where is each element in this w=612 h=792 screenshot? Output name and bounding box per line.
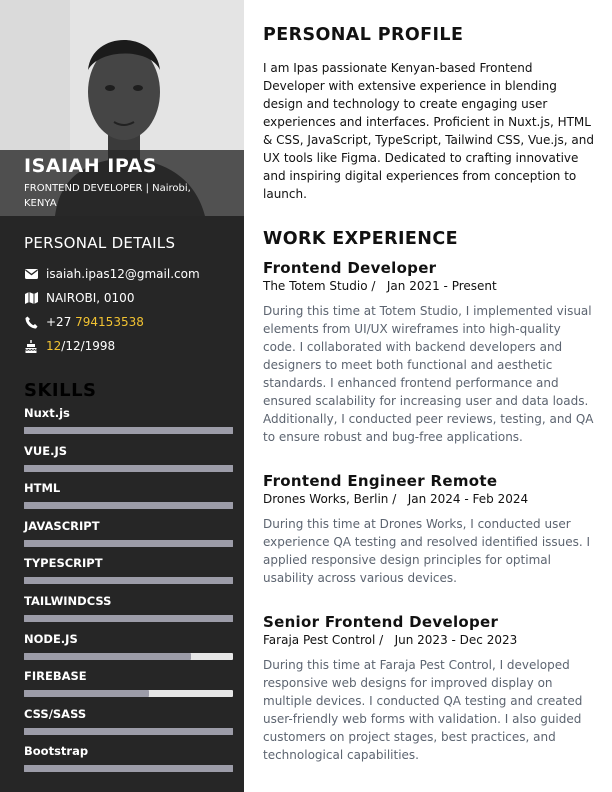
skill-item xyxy=(24,443,233,472)
skill-bar-track xyxy=(24,502,233,509)
skill-item xyxy=(24,555,233,584)
address-row xyxy=(24,291,134,305)
skill-label: VUE.JS xyxy=(24,443,68,458)
email-icon xyxy=(24,267,38,281)
candidate-role: FRONTEND DEVELOPER | Nairobi, KENYA xyxy=(24,183,191,209)
job-meta xyxy=(263,492,528,506)
skill-item xyxy=(24,405,233,434)
skill-bar-fill xyxy=(24,577,233,584)
skill-bar-fill xyxy=(24,728,233,735)
phone-row[interactable] xyxy=(24,315,144,329)
skill-item xyxy=(24,706,233,735)
birthdate-row xyxy=(24,339,115,353)
skill-item xyxy=(24,743,233,772)
phone-number[interactable]: 794153538 xyxy=(75,315,144,329)
job-description: During this time at Drones Works, I conducted user experience QA testing and resolved identified issues. I applied responsive design principles for optimal usability across various devices. xyxy=(263,517,591,585)
skill-item xyxy=(24,668,233,697)
map-icon xyxy=(24,291,38,305)
personal-details-title: PERSONAL DETAILS xyxy=(24,234,176,252)
job-title: Frontend Engineer Remote xyxy=(263,472,498,490)
job-description: During this time at Totem Studio, I implemented visual elements from UI/UX wireframes into high-quality code. I collaborated with backend developers and designers to meet both functional and aesthetic standards. I enhanced frontend performance and ensured scalability for increasing user and data loads. Additionally, I conducted peer reviews, testing, and QA to ensure robust and bug-free applications. xyxy=(263,304,594,444)
skill-bar-fill xyxy=(24,427,233,434)
skill-bar-fill xyxy=(24,690,149,697)
job-title: Senior Frontend Developer xyxy=(263,613,499,631)
skill-bar-track xyxy=(24,690,233,697)
skill-bar-track xyxy=(24,653,233,660)
skill-label: TYPESCRIPT xyxy=(24,556,103,571)
email-text[interactable]: isaiah.ipas12@gmail.com xyxy=(46,267,200,281)
skill-bar-track xyxy=(24,427,233,434)
skill-bar-fill xyxy=(24,615,233,622)
job-company: Faraja Pest Control / xyxy=(263,633,384,647)
skill-bar-track xyxy=(24,615,233,622)
skill-bar-track xyxy=(24,728,233,735)
phone-icon xyxy=(24,315,38,329)
job-dates: Jan 2024 - Feb 2024 xyxy=(407,492,529,506)
skill-label: HTML xyxy=(24,481,61,496)
skill-bar-track xyxy=(24,540,233,547)
skill-bar-track xyxy=(24,765,233,772)
cake-icon xyxy=(24,339,38,353)
email-row[interactable] xyxy=(24,267,200,281)
skill-bar-fill xyxy=(24,465,233,472)
skill-label: TAILWINDCSS xyxy=(24,594,112,608)
candidate-name: ISAIAH IPAS xyxy=(24,155,157,177)
birth-day: 12 xyxy=(46,339,62,353)
job-meta xyxy=(263,279,497,293)
skill-item xyxy=(24,518,233,547)
job-dates: Jan 2021 - Present xyxy=(386,279,497,293)
skill-label: CSS/SASS xyxy=(24,706,87,721)
skill-bar-fill xyxy=(24,765,233,772)
job-meta xyxy=(263,633,517,647)
skill-label: Bootstrap xyxy=(24,744,89,759)
skill-bar-track xyxy=(24,577,233,584)
skill-label: NODE.JS xyxy=(24,631,78,646)
skill-bar-fill xyxy=(24,653,191,660)
job-company: Drones Works, Berlin / xyxy=(263,492,397,506)
skill-bar-fill xyxy=(24,502,233,509)
skill-item xyxy=(24,480,233,509)
job-company: The Totem Studio / xyxy=(263,279,376,293)
skills-title: SKILLS xyxy=(24,380,97,401)
phone-prefix: +27 xyxy=(46,315,76,329)
job-description: During this time at Faraja Pest Control, I developed responsive web designs for improved display on multiple devices. I conducted QA testing and created user-friendly web forms with validation. I also guided customers on project stages, best practices, and technological capabilities. xyxy=(263,658,583,762)
skill-item xyxy=(24,631,233,660)
experience-title: WORK EXPERIENCE xyxy=(263,229,458,249)
skill-item xyxy=(24,593,233,622)
profile-text: I am Ipas passionate Kenyan-based Frontend Developer with extensive experience in blending design and technology to create engaging user experiences and interfaces. Proficient in Nuxt.js, HTML & CSS, JavaScript, TypeScript, Tailwind CSS, Vue.js, and UX tools like Figma. Dedicated to crafting innovative and inspiring digital experiences from conception to launch. xyxy=(263,61,594,201)
address-text: NAIROBI, 0100 xyxy=(46,291,135,305)
skill-label: FIREBASE xyxy=(24,669,87,684)
skill-label: Nuxt.js xyxy=(24,406,70,420)
skill-bar-fill xyxy=(24,540,233,547)
profile-title: PERSONAL PROFILE xyxy=(263,25,464,45)
job-title: Frontend Developer xyxy=(263,259,437,277)
skill-label: JAVASCRIPT xyxy=(24,518,100,533)
skill-bar-track xyxy=(24,465,233,472)
birth-rest: /12/1998 xyxy=(61,339,116,353)
job-dates: Jun 2023 - Dec 2023 xyxy=(394,633,518,647)
